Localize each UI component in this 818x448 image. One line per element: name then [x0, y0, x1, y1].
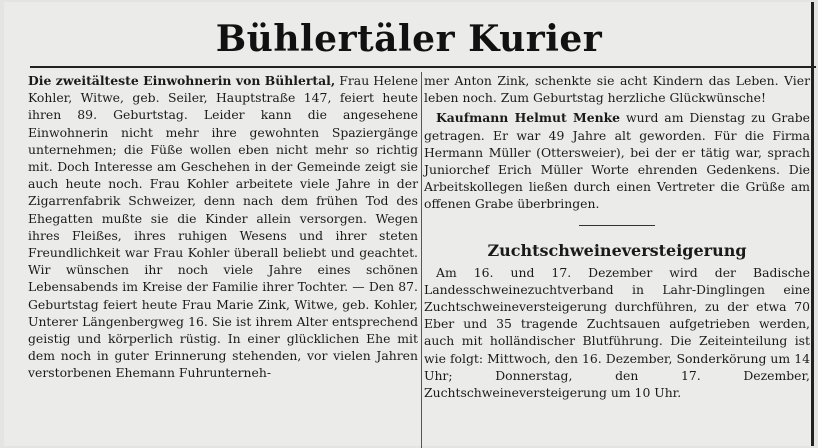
- column-divider: [421, 72, 422, 448]
- article-obituary: [424, 109, 810, 212]
- article-birthdays-body: Frau Helene Kohler, Witwe, geb. Seiler, Hauptstraße 147, feiert heute ihren 89. Geburtstag. Leider kann die angesehene Einwohnerin nicht mehr ihre gewohnten Spaziergänge unternehmen; die Füße wollen eben nicht mehr so richtig mit. Doch Interesse am Geschehen in der Gemeinde zeigt sie auch heute noch. Frau Kohler arbeitete viele Jahre in der Zigarrenfabrik Schweizer, denn nach dem frühen Tod des Ehegatten mußte sie die Kinder allein versorgen. Wegen ihres Fleißes, ihres ruhigen Wesens und ihrer steten Freundlichkeit war Frau Kohler überall beliebt und geachtet. Wir wünschen ihr noch viele Jahre eines schönen Lebensabends im Kreise der Familie ihrer Tochter. — Den 87. Geburtstag feiert heute Frau Marie Zink, Witwe, geb. Kohler, Unterer Längenbergweg 16. Sie ist ihrem Alter entsprechend geistig und körperlich rüstig. In einer glücklichen Ehe mit dem noch in guter Erinnerung stehenden, vor vielen Jahren verstorbenen Ehemann Fuhrunterneh-: [28, 73, 418, 381]
- newspaper-page: [4, 2, 814, 446]
- article-birthdays: [28, 72, 418, 382]
- article-birthdays-lead: Die zweitälteste Einwohnerin von Bühlertal,: [28, 73, 336, 88]
- article-birthdays-continuation: mer Anton Zink, schenkte sie acht Kindern das Leben. Vier leben noch. Zum Geburtstag herzliche Glückwünsche!: [424, 73, 810, 106]
- masthead-rule: [30, 66, 816, 68]
- masthead: Bühlertäler Kurier: [215, 18, 603, 60]
- article-auction-body: Am 16. und 17. Dezember wird der Badische Landesschweinezuchtverband in Lahr-Dinglingen eine Zuchtschweineversteigerung durchführen, zu der etwa 70 Eber und 35 tragende Zuchtsauen aufgetrieben werden, auch mit holländischer Blutführung. Die Zeiteinteilung ist wie folgt: Mittwoch, den 16. Dezember, Sonderkörung um 14 Uhr; Donnerstag, den 17. Dezember, Zuchtschweineversteigerung um 10 Uhr.: [424, 264, 810, 401]
- section-rule: [579, 225, 655, 226]
- article-auction-headline: Zuchtschweineversteigerung: [487, 240, 747, 260]
- article-obituary-body: wurd am Dienstag zu Grabe getragen. Er war 49 Jahre alt geworden. Für die Firma Hermann Müller (Ottersweier), bei der er tätig war, sprach Juniorchef Erich Müller Worte ehrenden Gedenkens. Die Arbeitskollegen ließen durch einen Vertreter die Grüße am offenen Grabe überbringen.: [424, 110, 810, 212]
- left-column: [28, 72, 418, 382]
- article-obituary-lead: Kaufmann Helmut Menke: [436, 110, 621, 126]
- right-column: [424, 72, 810, 401]
